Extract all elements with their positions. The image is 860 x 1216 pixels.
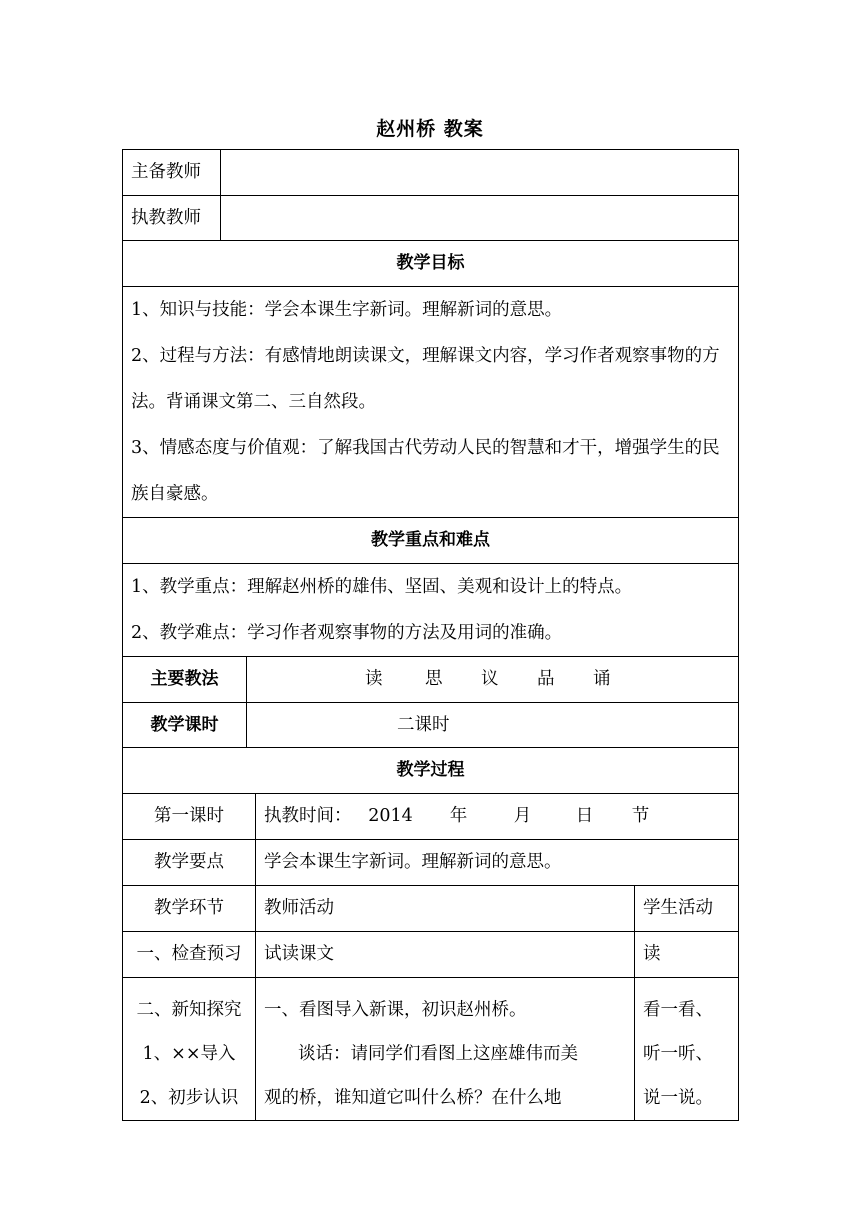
student-line: 说一说。 (643, 1088, 713, 1108)
lead-teacher-value (221, 150, 739, 196)
student-cell (635, 978, 739, 1121)
methods-label: 主要教法 (123, 657, 247, 703)
stage-cell: 一、检查预习 (123, 932, 256, 978)
row-keypoints-heading (123, 518, 739, 564)
row-hours (123, 703, 739, 748)
goal-item: 2、过程与方法：有感情地朗读课文，理解课文内容，学习作者观察事物的方法。背诵课文第二、三自然段。 (131, 346, 720, 412)
column-header-teacher: 教师活动 (256, 886, 635, 932)
method-item: 品 (537, 669, 555, 689)
method-item: 读 (365, 669, 383, 689)
row-teaching-teacher (123, 196, 739, 241)
teacher-line: 谈话：请同学们看图上这座雄伟而美 (298, 1044, 578, 1064)
teaching-teacher-value (221, 196, 739, 241)
row-lesson (123, 794, 739, 840)
goal-item: 3、情感态度与价值观：了解我国古代劳动人民的智慧和才干，增强学生的民族自豪感。 (131, 438, 720, 504)
lesson-plan-table (122, 149, 739, 1121)
essentials-value: 学会本课生字新词。理解新词的意思。 (256, 840, 739, 886)
row-methods (123, 657, 739, 703)
row-columns (123, 886, 739, 932)
table-row (123, 978, 739, 1121)
time-year: 2014 (368, 806, 413, 826)
row-lead-teacher (123, 150, 739, 196)
stage-line: 1、××导入 (142, 1044, 236, 1064)
student-cell: 读 (635, 932, 739, 978)
teaching-teacher-label: 执教教师 (123, 196, 221, 241)
keypoints-content (123, 564, 739, 657)
student-line: 听一听、 (643, 1044, 713, 1064)
teacher-line: 一、看图导入新课，初识赵州桥。 (264, 1000, 527, 1020)
student-line: 看一看、 (643, 1000, 713, 1020)
lesson-label: 第一课时 (123, 794, 256, 840)
table-row (123, 932, 739, 978)
row-goals (123, 287, 739, 518)
method-item: 诵 (593, 669, 611, 689)
keypoints-heading: 教学重点和难点 (123, 518, 739, 564)
column-header-stage: 教学环节 (123, 886, 256, 932)
time-year-unit: 年 (449, 806, 468, 826)
time-label: 执教时间： (264, 806, 352, 826)
row-goals-heading (123, 241, 739, 287)
lead-teacher-label: 主备教师 (123, 150, 221, 196)
row-process-heading (123, 748, 739, 794)
stage-line: 二、新知探究 (136, 1000, 242, 1020)
column-header-student: 学生活动 (635, 886, 739, 932)
time-period-unit: 节 (631, 806, 650, 826)
teacher-line: 观的桥，谁知道它叫什么桥？在什么地 (264, 1088, 562, 1108)
essentials-label: 教学要点 (123, 840, 256, 886)
goal-item: 1、知识与技能：学会本课生字新词。理解新词的意思。 (131, 300, 563, 320)
row-essentials (123, 840, 739, 886)
methods-value (247, 657, 739, 703)
row-keypoints (123, 564, 739, 657)
method-item: 议 (481, 669, 499, 689)
time-month-unit: 月 (513, 806, 532, 826)
method-item: 思 (425, 669, 443, 689)
teacher-cell (256, 978, 635, 1121)
teacher-cell: 试读课文 (256, 932, 635, 978)
stage-cell (123, 978, 256, 1121)
hours-value: 二课时 (247, 703, 739, 748)
document-title: 赵州桥 教案 (376, 118, 484, 140)
stage-line: 2、初步认识 (139, 1088, 239, 1108)
goals-content (123, 287, 739, 518)
keypoint-item: 2、教学难点：学习作者观察事物的方法及用词的准确。 (131, 623, 563, 643)
hours-label: 教学课时 (123, 703, 247, 748)
process-heading: 教学过程 (123, 748, 739, 794)
time-day-unit: 日 (575, 806, 594, 826)
keypoint-item: 1、教学重点：理解赵州桥的雄伟、坚固、美观和设计上的特点。 (131, 577, 633, 597)
goals-heading: 教学目标 (123, 241, 739, 287)
lesson-time (256, 794, 739, 840)
